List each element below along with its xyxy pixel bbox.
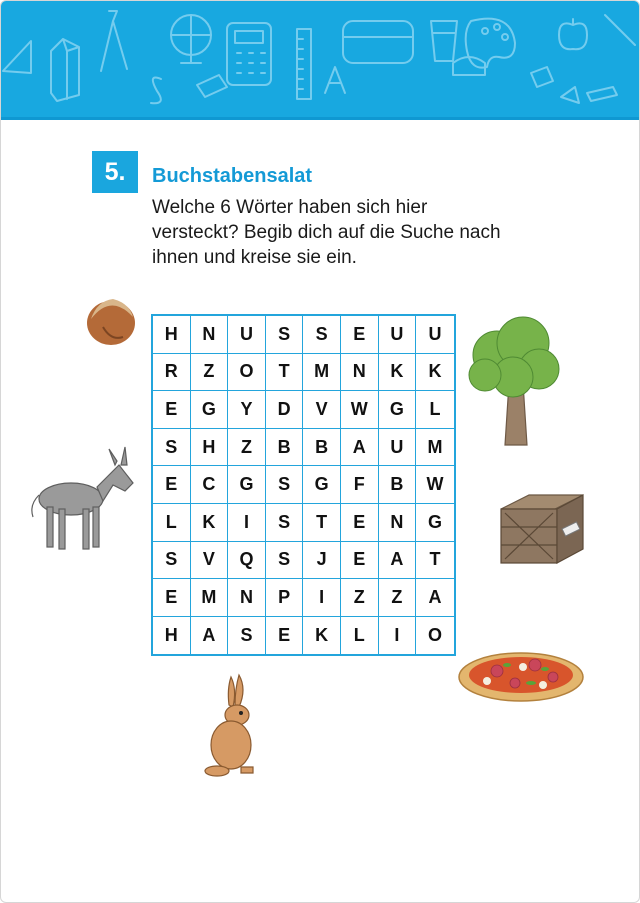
grid-cell[interactable]: N xyxy=(228,579,266,617)
grid-cell[interactable]: A xyxy=(341,429,379,467)
grid-cell[interactable]: S xyxy=(266,504,304,542)
grid-cell[interactable]: Y xyxy=(228,391,266,429)
grid-cell[interactable]: G xyxy=(303,466,341,504)
exercise-instructions: Welche 6 Wörter haben sich hier versteckt? Begib dich auf die Suche nach ihnen und kreise sie ein. xyxy=(152,197,501,268)
grid-cell[interactable]: A xyxy=(416,579,454,617)
grid-cell[interactable]: U xyxy=(416,316,454,354)
hazelnut-icon xyxy=(83,293,139,349)
grid-cell[interactable]: S xyxy=(266,542,304,580)
pizza-icon xyxy=(457,647,585,703)
grid-cell[interactable]: I xyxy=(303,579,341,617)
grid-cell[interactable]: V xyxy=(191,542,229,580)
grid-cell[interactable]: G xyxy=(379,391,417,429)
grid-cell[interactable]: K xyxy=(416,354,454,392)
tree-icon xyxy=(465,313,565,449)
grid-cell[interactable]: S xyxy=(266,466,304,504)
grid-cell[interactable]: M xyxy=(191,579,229,617)
grid-cell[interactable]: M xyxy=(303,354,341,392)
grid-cell[interactable]: T xyxy=(266,354,304,392)
grid-cell[interactable]: I xyxy=(228,504,266,542)
word-search-grid[interactable] xyxy=(151,314,456,656)
grid-cell[interactable]: F xyxy=(341,466,379,504)
grid-cell[interactable]: Z xyxy=(191,354,229,392)
grid-cell[interactable]: L xyxy=(153,504,191,542)
grid-cell[interactable]: S xyxy=(303,316,341,354)
grid-cell[interactable]: H xyxy=(191,429,229,467)
grid-cell[interactable]: Z xyxy=(379,579,417,617)
exercise-title: Buchstabensalat xyxy=(152,165,313,187)
hare-icon xyxy=(197,673,259,779)
grid-cell[interactable]: O xyxy=(228,354,266,392)
grid-cell[interactable]: A xyxy=(379,542,417,580)
school-doodles-icon xyxy=(1,1,640,117)
school-supplies-banner xyxy=(1,1,640,120)
grid-cell[interactable]: Q xyxy=(228,542,266,580)
grid-cell[interactable]: H xyxy=(153,316,191,354)
grid-cell[interactable]: S xyxy=(228,617,266,655)
grid-cell[interactable]: J xyxy=(303,542,341,580)
grid-cell[interactable]: L xyxy=(416,391,454,429)
grid-cell[interactable]: B xyxy=(266,429,304,467)
grid-cell[interactable]: G xyxy=(228,466,266,504)
wooden-crate-icon xyxy=(497,491,587,567)
grid-cell[interactable]: K xyxy=(303,617,341,655)
donkey-icon xyxy=(27,443,143,555)
grid-cell[interactable]: E xyxy=(266,617,304,655)
grid-cell[interactable]: Z xyxy=(341,579,379,617)
grid-cell[interactable]: W xyxy=(416,466,454,504)
grid-cell[interactable]: S xyxy=(153,429,191,467)
grid-cell[interactable]: T xyxy=(303,504,341,542)
grid-cell[interactable]: U xyxy=(228,316,266,354)
grid-cell[interactable]: E xyxy=(341,504,379,542)
grid-cell[interactable]: E xyxy=(341,542,379,580)
grid-cell[interactable]: N xyxy=(341,354,379,392)
grid-cell[interactable]: N xyxy=(191,316,229,354)
grid-cell[interactable]: A xyxy=(191,617,229,655)
grid-cell[interactable]: H xyxy=(153,617,191,655)
grid-cell[interactable]: E xyxy=(153,466,191,504)
grid-cell[interactable]: D xyxy=(266,391,304,429)
grid-cell[interactable]: E xyxy=(341,316,379,354)
grid-cell[interactable]: T xyxy=(416,542,454,580)
grid-cell[interactable]: G xyxy=(416,504,454,542)
grid-cell[interactable]: M xyxy=(416,429,454,467)
grid-cell[interactable]: P xyxy=(266,579,304,617)
grid-cell[interactable]: W xyxy=(341,391,379,429)
grid-cell[interactable]: K xyxy=(191,504,229,542)
grid-cell[interactable]: U xyxy=(379,316,417,354)
grid-cell[interactable]: R xyxy=(153,354,191,392)
grid-cell[interactable]: O xyxy=(427,625,442,646)
grid-cell[interactable]: C xyxy=(191,466,229,504)
grid-cell[interactable]: S xyxy=(153,542,191,580)
grid-cell[interactable]: E xyxy=(153,579,191,617)
grid-cell[interactable]: V xyxy=(303,391,341,429)
grid-cell[interactable]: L xyxy=(341,617,379,655)
grid-cell[interactable]: B xyxy=(303,429,341,467)
grid-cell[interactable]: N xyxy=(379,504,417,542)
grid-cell[interactable]: G xyxy=(191,391,229,429)
exercise-number-badge: 5. xyxy=(92,151,138,193)
grid-cell[interactable]: S xyxy=(266,316,304,354)
grid-cell[interactable]: K xyxy=(379,354,417,392)
grid-cell[interactable]: B xyxy=(379,466,417,504)
grid-cell[interactable]: E xyxy=(153,391,191,429)
grid-cell[interactable]: U xyxy=(379,429,417,467)
grid-cell[interactable]: Z xyxy=(228,429,266,467)
grid-cell[interactable]: I xyxy=(379,617,417,655)
